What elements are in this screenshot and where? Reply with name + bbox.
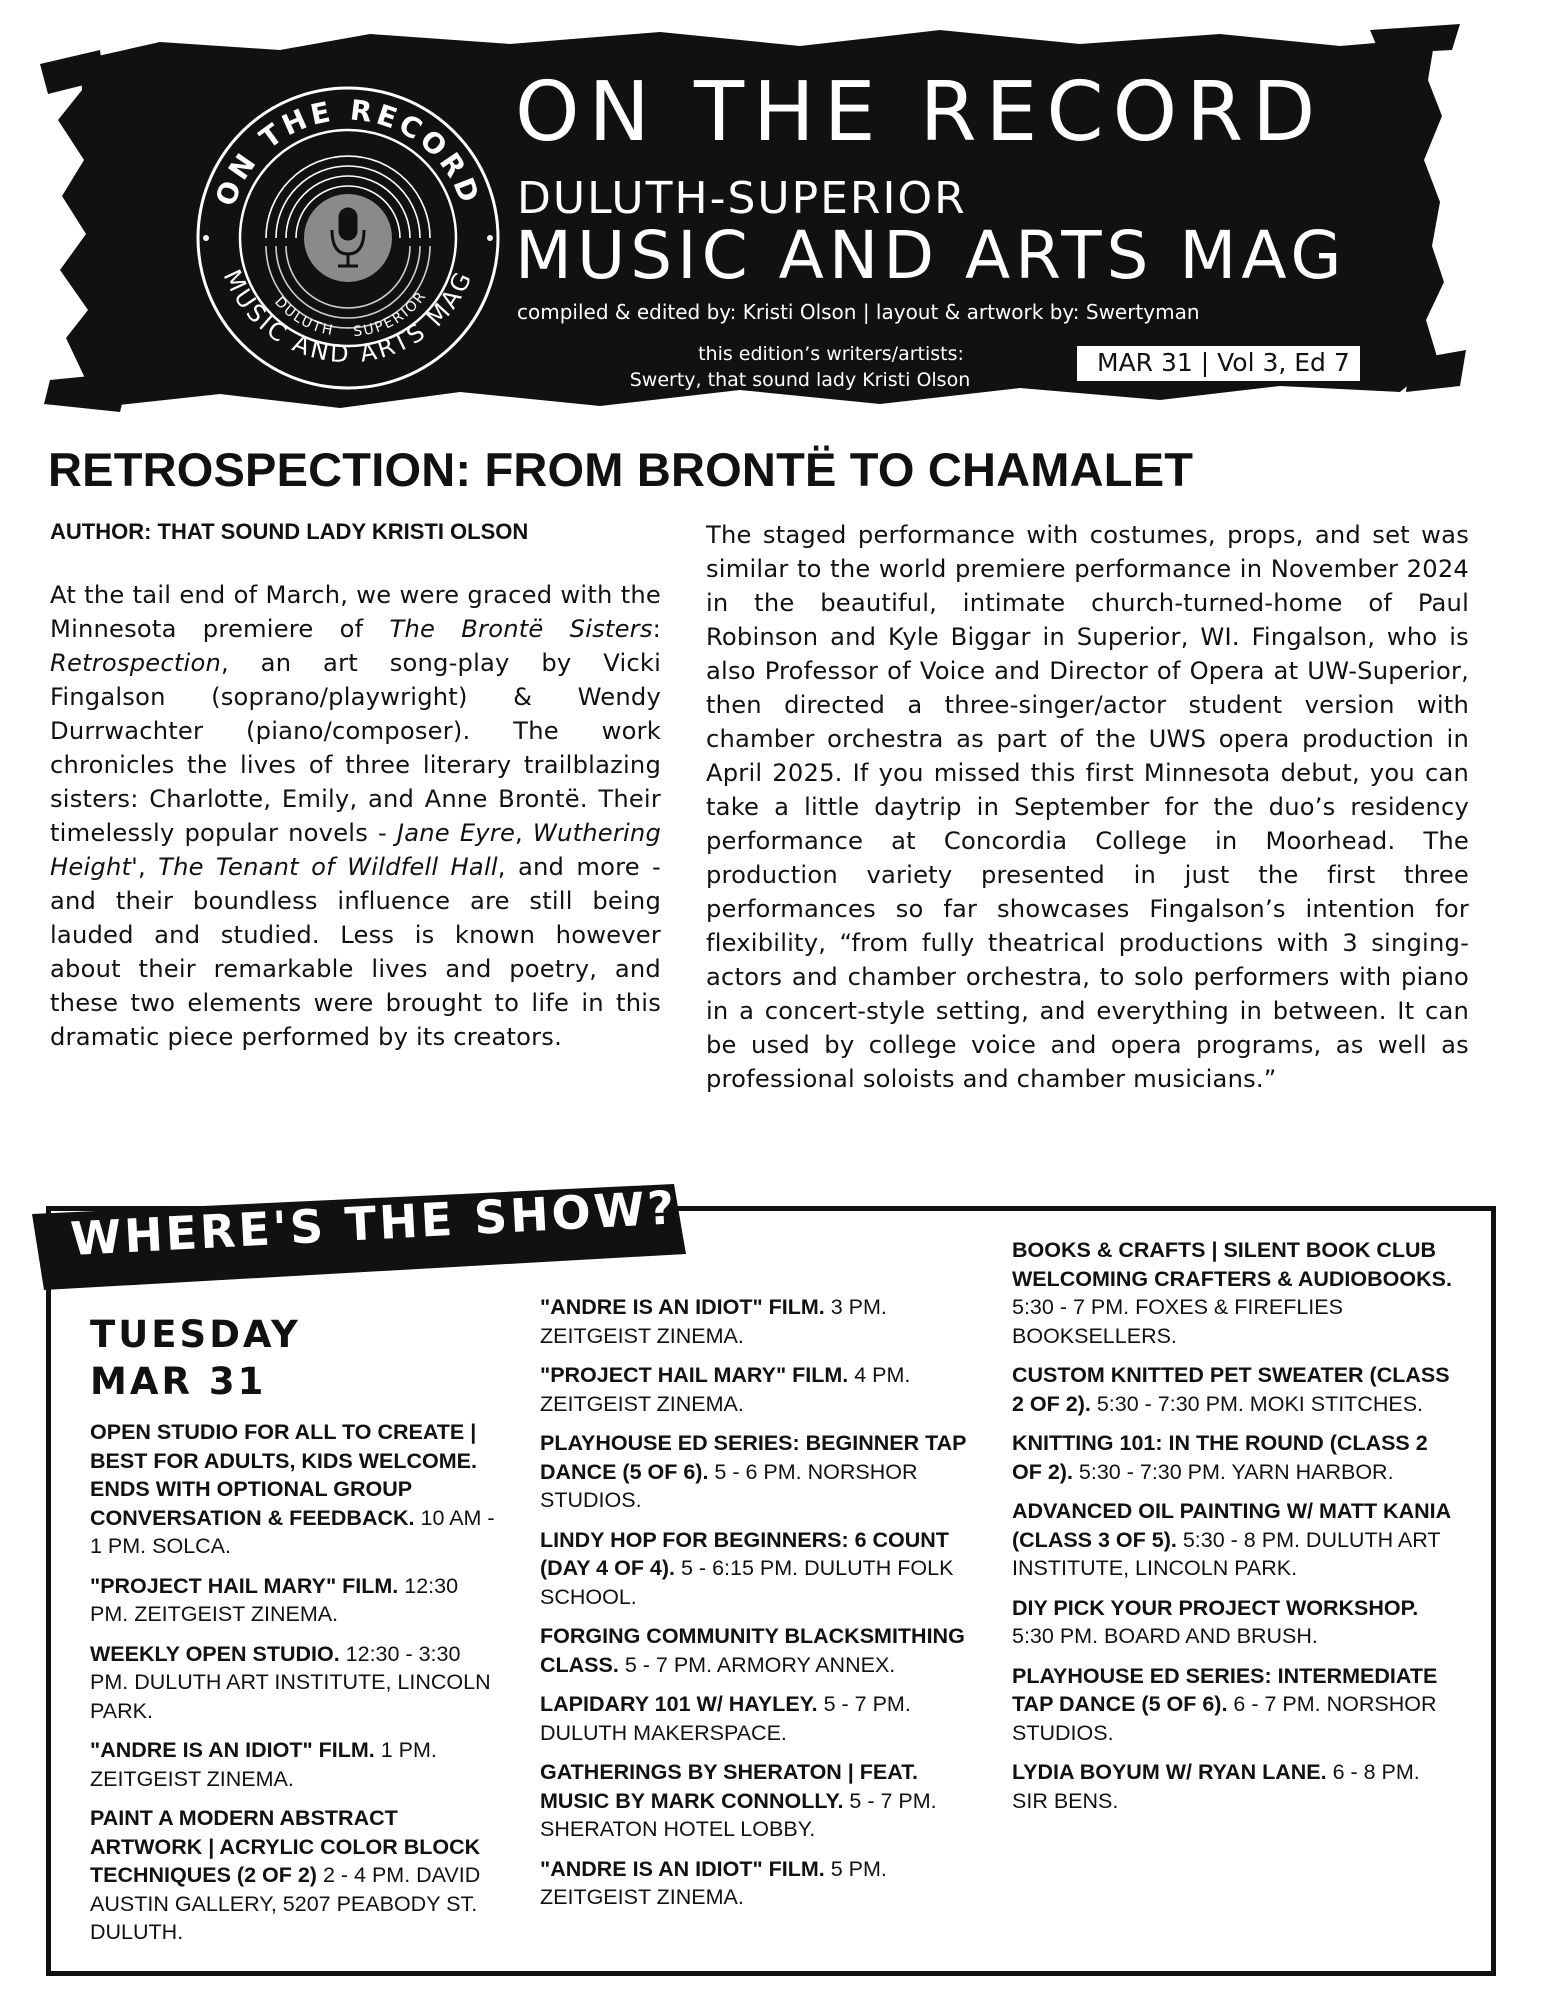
event-listing [540,1855,980,1912]
event-details: 5 PM. ZEITGEIST ZINEMA. [540,1856,887,1909]
event-details: 5 - 7 PM. ARMORY ANNEX. [624,1652,896,1677]
article-byline: AUTHOR: THAT SOUND LADY KRISTI OLSON [50,519,529,544]
event-details: 6 - 8 PM. SIR BENS. [1012,1760,1420,1813]
event-listing [540,1526,980,1612]
events-column-2 [540,1293,980,1923]
event-details: 12:30 - 3:30 PM. DULUTH ART INSTITUTE, LINCOLN PARK. [90,1641,491,1723]
edition-writers [500,342,1100,393]
article-column-right [706,518,1469,1096]
event-name: LINDY HOP FOR BEGINNERS: 6 COUNT (DAY 4 OF 4). [540,1527,949,1580]
event-name: PLAYHOUSE ED SERIES: INTERMEDIATE TAP DANCE (5 OF 6). [1012,1663,1438,1716]
article-paragraph-1: At the tail end of March, we were graced with the Minnesota premiere of The Brontë Sisters: Retrospection, an art song-play by Vicki Fingalson (soprano/playwright) & Wendy Durrwachter (piano/composer). The work chronicles the lives of three literary trailblazing sisters: Charlotte, Emily, and Anne Brontë. Their timelessly popular novels - Jane Eyre, Wuthering Height', The Tenant of Wildfell Hall, and more - and their boundless influence are still being lauded and studied. Less is known however about their remarkable lives and poetry, and these two elements were brought to life in this dramatic piece performed by its creators. [50,581,662,1051]
magazine-title: ON THE RECORD [515,65,1325,160]
event-name: KNITTING 101: IN THE ROUND (CLASS 2 OF 2). [1012,1431,1428,1484]
events-heading: WHERE'S THE SHOW? [69,1180,679,1266]
event-name: GATHERINGS BY SHERATON | FEAT. MUSIC BY MARK CONNOLLY. [540,1760,918,1813]
event-details: 3 PM. ZEITGEIST ZINEMA. [540,1295,887,1348]
event-date: MAR 31 [90,1360,267,1403]
masthead [40,20,1470,420]
event-name: CUSTOM KNITTED PET SWEATER (CLASS 2 OF 2). [1012,1363,1450,1416]
article-column-left [50,578,661,1054]
event-day-heading [90,1311,301,1405]
event-listing [90,1804,500,1947]
event-details: 12:30 PM. ZEITGEIST ZINEMA. [90,1573,459,1626]
event-name: "PROJECT HAIL MARY" FILM. [90,1573,399,1598]
event-listing [540,1429,980,1515]
event-details: 10 AM - 1 PM. SOLCA. [90,1505,495,1558]
event-name: OPEN STUDIO FOR ALL TO CREATE | BEST FOR ADULTS, KIDS WELCOME. ENDS WITH OPTIONAL GROUP CONVERSATION & FEEDBACK. [90,1420,477,1530]
event-details: 2 - 4 PM. DAVID AUSTIN GALLERY, 5207 PEABODY ST. DULUTH. [90,1863,481,1944]
event-details: 4 PM. ZEITGEIST ZINEMA. [540,1363,911,1416]
event-listing [540,1690,980,1747]
event-name: DIY PICK YOUR PROJECT WORKSHOP. [1012,1595,1419,1620]
event-details: 6 - 7 PM. NORSHOR STUDIOS. [1012,1692,1437,1745]
event-details: 5:30 - 7:30 PM. MOKI STITCHES. [1096,1391,1424,1416]
writers-label: this edition’s writers/artists: [698,343,964,365]
event-listing [1012,1236,1452,1350]
event-listing [1012,1594,1452,1651]
event-details: 5 - 6:15 PM. DULUTH FOLK SCHOOL. [540,1556,954,1609]
event-listing [1012,1361,1452,1418]
event-listing [90,1418,500,1561]
on-the-record-logo [188,78,508,398]
event-listing [1012,1662,1452,1748]
svg-text:SUPERIOR: SUPERIOR [352,287,431,341]
svg-text:ON THE RECORD: ON THE RECORD [208,93,488,211]
event-name: WEEKLY OPEN STUDIO. [90,1641,340,1666]
magazine-subtitle: DULUTH-SUPERIOR [517,173,967,224]
magazine-subtitle-2: MUSIC AND ARTS MAG [515,217,1347,294]
events-column-3 [1012,1236,1452,1826]
event-name: PAINT A MODERN ABSTRACT ARTWORK | ACRYLIC COLOR BLOCK TECHNIQUES (2 OF 2) [90,1806,481,1887]
edition-badge: MAR 31 | Vol 3, Ed 7 [1077,346,1360,381]
svg-text:MUSIC AND ARTS MAG: MUSIC AND ARTS MAG [217,265,479,369]
event-details: 5 - 6 PM. NORSHOR STUDIOS. [540,1459,918,1512]
svg-text:DULUTH: DULUTH [271,293,336,340]
event-name: FORGING COMMUNITY BLACKSMITHING CLASS. [540,1624,965,1677]
event-details: 5:30 PM. BOARD AND BRUSH. [1012,1624,1318,1648]
event-name: ADVANCED OIL PAINTING W/ MATT KANIA (CLASS 3 OF 5). [1012,1499,1451,1552]
event-name: "ANDRE IS AN IDIOT" FILM. [90,1738,375,1762]
event-name: "ANDRE IS AN IDIOT" FILM. [540,1856,825,1881]
event-details: 1 PM. ZEITGEIST ZINEMA. [90,1738,437,1791]
event-details: 5 - 7 PM. SHERATON HOTEL LOBBY. [540,1788,937,1841]
event-name: PLAYHOUSE ED SERIES: BEGINNER TAP DANCE (5 OF 6). [540,1431,967,1484]
event-name: LAPIDARY 101 W/ HAYLEY. [540,1692,818,1716]
events-column-1 [90,1418,500,1958]
event-name: BOOKS & CRAFTS | SILENT BOOK CLUB WELCOMING CRAFTERS & AUDIOBOOKS. [1012,1238,1452,1291]
event-name: "PROJECT HAIL MARY" FILM. [540,1363,849,1387]
event-listing [540,1361,980,1418]
article-title: RETROSPECTION: FROM BRONTË TO CHAMALET [48,443,1194,496]
event-listing [540,1293,980,1350]
event-listing [540,1758,980,1844]
event-listing [90,1572,500,1629]
event-details: 5:30 - 8 PM. DULUTH ART INSTITUTE, LINCOLN PARK. [1012,1527,1441,1580]
event-details: 5 - 7 PM. DULUTH MAKERSPACE. [540,1692,911,1745]
event-details: 5:30 - 7 PM. FOXES & FIREFLIES BOOKSELLERS. [1012,1295,1343,1348]
article-paragraph-2: The staged performance with costumes, props, and set was similar to the world premiere performance in November 2024 in the beautiful, intimate church-turned-home of Paul Robinson and Kyle Biggar in Superior, WI. Fingalson, who is also Professor of Voice and Director of Opera at UW-Superior, then directed a three-singer/actor student version with chamber orchestra as part of the UWS opera production in April 2025. If you missed this first Minnesota debut, you can take a little daytrip in September for the duo’s residency performance at Concordia College in Moorhead. The production variety presented in just the first three performances so far showcases Fingalson’s intention for flexibility, “from fully theatrical productions with 3 singing-actors and chamber orchestra, to solo performers with piano in a concert-style setting, and everything in between. It can be used by college voice and opera programs, as well as professional soloists and chamber musicians.” [706,521,1469,1093]
editor-credits: compiled & edited by: Kristi Olson | layout & artwork by: Swertyman [517,300,1200,324]
event-listing [90,1640,500,1726]
event-listing [1012,1429,1452,1486]
event-name: LYDIA BOYUM W/ RYAN LANE. [1012,1760,1327,1784]
writers-names: Swerty, that sound lady Kristi Olson [629,368,971,391]
event-listing [1012,1758,1452,1815]
event-listing [540,1622,980,1679]
event-listing [90,1736,500,1793]
event-name: "ANDRE IS AN IDIOT" FILM. [540,1295,825,1319]
event-day: TUESDAY [90,1313,301,1356]
event-details: 5:30 - 7:30 PM. YARN HARBOR. [1078,1459,1394,1484]
event-listing [1012,1497,1452,1583]
